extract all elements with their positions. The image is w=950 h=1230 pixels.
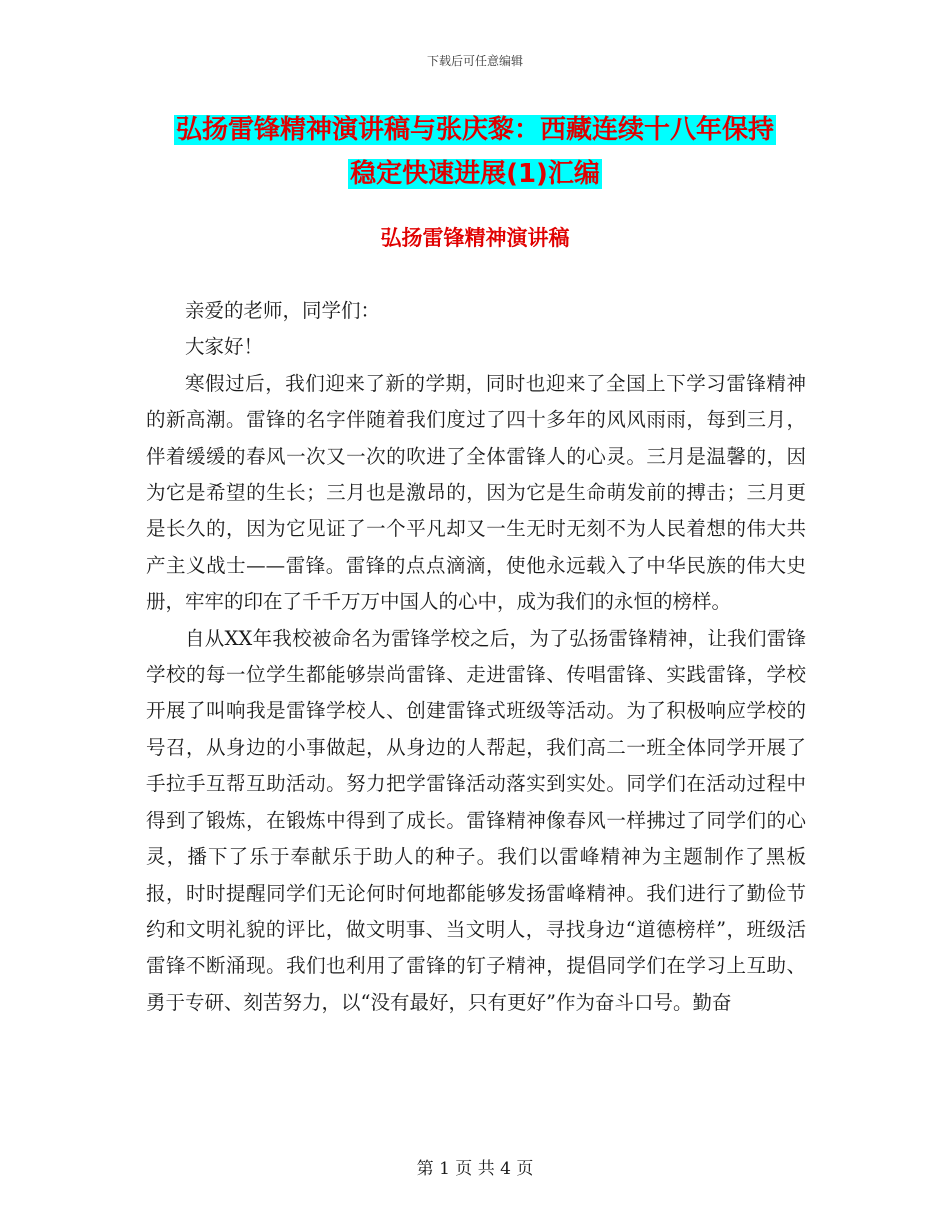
document-body bbox=[146, 293, 806, 1021]
title-line-1: 弘扬雷锋精神演讲稿与张庆黎：西藏连续十八年保持 bbox=[175, 115, 774, 145]
page-header-note: 下载后可任意编辑 bbox=[426, 54, 523, 68]
body-paragraph: 自从XX年我校被命名为雷锋学校之后，为了弘扬雷锋精神，让我们雷锋学校的每一位学生都能够崇尚雷锋、走进雷锋、传唱雷锋、实践雷锋，学校开展了叫响我是雷锋学校人、创建雷锋式班级等活动。为了积极响应学校的号召，从身边的小事做起，从身边的人帮起，我们高二一班全体同学开展了手拉手互帮互助活动。努力把学雷锋活动落实到实处。同学们在活动过程中得到了锻炼，在锻炼中得到了成长。雷锋精神像春风一样拂过了同学们的心灵，播下了乐于奉献乐于助人的种子。我们以雷峰精神为主题制作了黑板报，时时提醒同学们无论何时何地都能够发扬雷峰精神。我们进行了勤俭节约和文明礼貌的评比，做文明事、当文明人，寻找身边“道德榜样”，班级活雷锋不断涌现。我们也利用了雷锋的钉子精神，提倡同学们在学习上互助、勇于专研、刻苦努力，以“没有最好，只有更好”作为奋斗口号。勤奋 bbox=[146, 626, 806, 1014]
page-number: 第 1 页 共 4 页 bbox=[416, 1159, 534, 1179]
greeting: 大家好！ bbox=[185, 335, 264, 359]
title-line-2: 稳定快速进展(1)汇编 bbox=[350, 159, 600, 189]
body-paragraph: 寒假过后，我们迎来了新的学期，同时也迎来了全国上下学习雷锋精神的新高潮。雷锋的名字伴随着我们度过了四十多年的风风雨雨，每到三月，伴着缓缓的春风一次又一次的吹进了全体雷锋人的心灵。三月是温馨的，因为它是希望的生长；三月也是激昂的，因为它是生命萌发前的搏击；三月更是长久的，因为它见证了一个平凡却又一生无时无刻不为人民着想的伟大共产主义战士——雷锋。雷锋的点点滴滴，使他永远载入了中华民族的伟大史册，牢牢的印在了千千万万中国人的心中，成为我们的永恒的榜样。 bbox=[146, 371, 806, 614]
section-heading: 弘扬雷锋精神演讲稿 bbox=[380, 226, 570, 250]
salutation: 亲爱的老师，同学们： bbox=[185, 299, 381, 322]
document-title bbox=[150, 108, 800, 196]
